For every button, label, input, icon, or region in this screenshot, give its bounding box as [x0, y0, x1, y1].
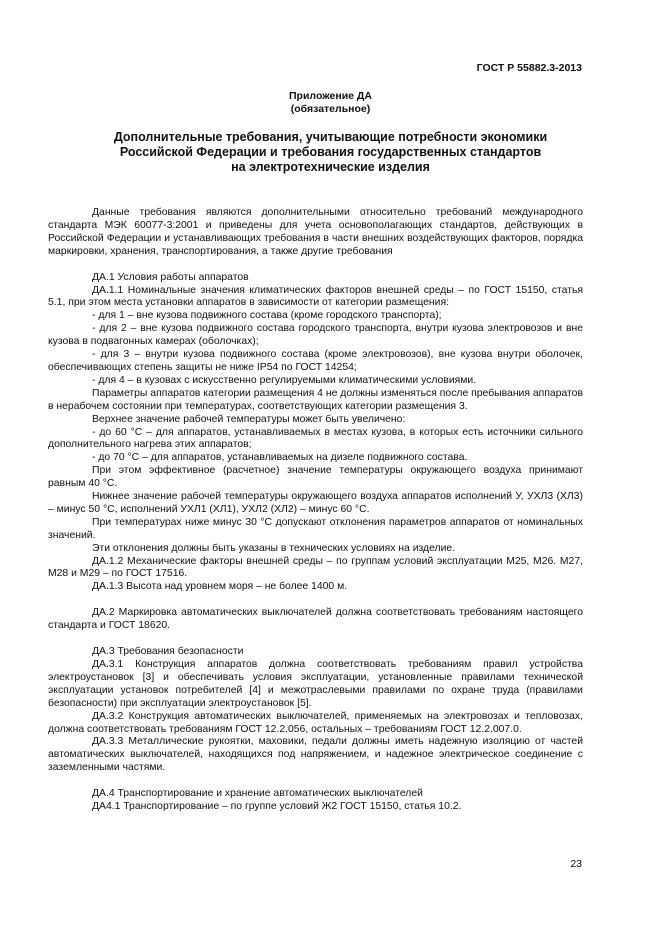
title-line-3: на электротехнические изделия [231, 160, 430, 174]
paragraph-deviation: При температурах ниже минус 30 °С допускают отклонения параметров аппаратов от номинальных значений. [48, 516, 583, 541]
paragraph-da1-2: ДА.1.2 Механические факторы внешней среды – по группам условий эксплуатации М25, М26. М27, М28 и М29 – по ГОСТ 17516. [48, 555, 583, 580]
paragraph-category-4-params: Параметры аппаратов категории размещения 4 не должны изменяться после пребывания аппаратов в нерабочем состоянии при температурах, соответствующих категории размещения 3. [48, 387, 583, 412]
list-item-70c: - до 70 °С – для аппаратов, устанавливаемых на дизеле подвижного состава. [92, 452, 468, 464]
paragraph-lower-temp: Нижнее значение рабочей температуры окружающего воздуха аппаратов исполнений У, УХЛ3 (ХЛ3) – минус 50 °С, исполнений УХЛ1 (ХЛ1), УХЛ2 (ХЛ2) – минус 60 °С. [48, 491, 583, 515]
paragraph-da3-1: ДА.3.1 Конструкция аппаратов должна соответствовать требованиям правил устройства электроустановок [3] и обеспечивать условия эксплуатации, установленные правилами технической эксплуатации установок потребителей [4] и межотраслевыми правилами по охране труда (правилами безопасности) при эксплуатации электроустановок [5]. [48, 659, 583, 709]
paragraph-effective-temp: При этом эффективное (расчетное) значение температуры окружающего воздуха принимают равным 40 °С. [48, 465, 583, 490]
list-item-60c: - до 60 °С – для аппаратов, устанавливаемых в местах кузова, в которых есть источники сильного дополнительного нагрева этих аппаратов; [48, 426, 583, 451]
list-item-category-1: - для 1 – вне кузова подвижного состава (кроме городского транспорта); [92, 310, 442, 322]
section-heading-da3: ДА.3 Требования безопасности [92, 646, 244, 658]
title-line-1: Дополнительные требования, учитывающие потребности экономики [113, 130, 548, 144]
list-item-category-4: - для 4 – в кузовах с искусственно регулируемыми климатическими условиями. [92, 374, 477, 386]
paragraph-da3-3: ДА.3.3 Металлические рукоятки, маховики, педали должны иметь надежную изоляцию от частей автоматических выключателей, находящихся под напряжением, и надежное электрическое соединение с заземленными частями. [48, 736, 583, 774]
title-line-2: Российской Федерации и требования государственных стандартов [119, 145, 542, 159]
paragraph-da4-1: ДА4.1 Транспортирование – по группе условий Ж2 ГОСТ 15150, статья 10.2. [92, 801, 462, 813]
appendix-heading [0, 90, 661, 116]
paragraph-da1-1: ДА.1.1 Номинальные значения климатических факторов внешней среды – по ГОСТ 15150, статья 5.1, при этом места установки аппаратов в зависимости от категории размещения: [48, 284, 583, 309]
paragraph-deviation-spec: Эти отклонения должны быть указаны в технических условиях на изделие. [92, 542, 456, 554]
page-number: 23 [570, 858, 582, 870]
paragraph-upper-temp: Верхнее значение рабочей температуры может быть увеличено: [92, 413, 406, 425]
paragraph-da2: ДА.2 Маркировка автоматических выключателей должна соответствовать требованиям настоящего стандарта и ГОСТ 18620. [48, 607, 583, 632]
paragraph-da1-3: ДА.1.3 Высота над уровнем моря – не более 1400 м. [92, 581, 348, 593]
list-item-category-2: - для 2 – вне кузова подвижного состава городского транспорта, внутри кузова электровозов и вне кузова в подвагонных камерах (оболочках); [48, 323, 583, 348]
appendix-label: Приложение ДА [289, 90, 372, 102]
paragraph-intro: Данные требования являются дополнительными относительно требований международного стандарта МЭК 60077-3:2001 и приведены для учета основополагающих стандартов, действующих в Российской Федерации и устанавливающих требования в части внешних воздействующих факторов, порядка маркировки, хранения, транспортирования, а также другие требования [48, 207, 583, 257]
appendix-title [60, 130, 601, 175]
document-body [48, 207, 583, 814]
section-heading-da4: ДА.4 Транспортирование и хранение автоматических выключателей [92, 788, 423, 800]
paragraph-da3-2: ДА.3.2 Конструкция автоматических выключателей, применяемых на электровозах и тепловозах, должна соответствовать требованиям ГОСТ 12.2.056, остальных – требованиям ГОСТ 12.2.007.0. [48, 710, 583, 735]
appendix-status: (обязательное) [290, 103, 371, 115]
list-item-category-3: - для 3 – внутри кузова подвижного состава (кроме электровозов), вне кузова внутри оболочек, обеспечивающих степень защиты не ниже IP54 по ГОСТ 14254; [48, 349, 583, 373]
section-heading-da1: ДА.1 Условия работы аппаратов [92, 271, 249, 283]
document-code: ГОСТ Р 55882.3-2013 [476, 62, 582, 74]
